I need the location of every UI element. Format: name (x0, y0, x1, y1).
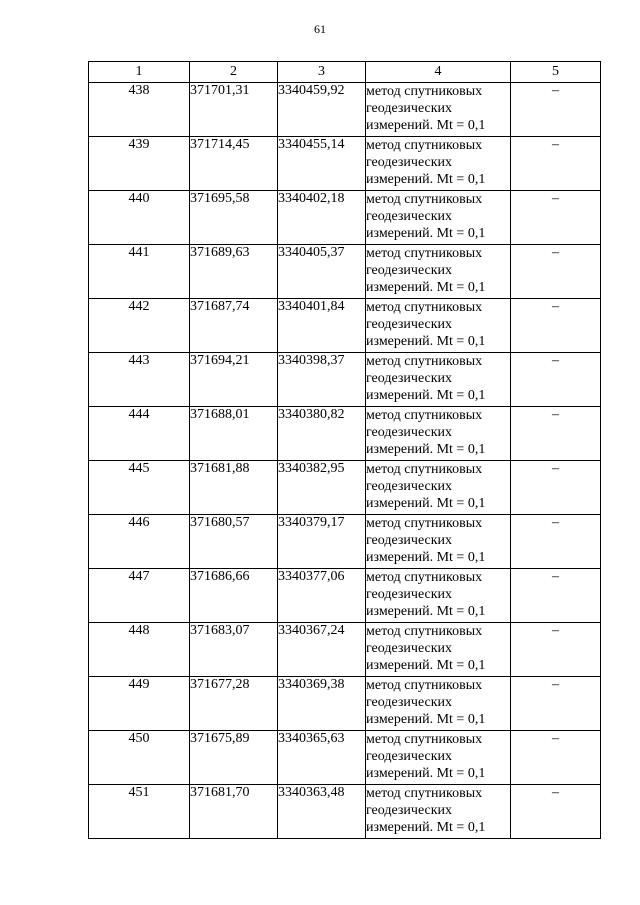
x-coordinate-cell: 371688,01 (190, 407, 278, 461)
x-coordinate-cell: 371686,66 (190, 569, 278, 623)
method-line: измерений. Mt = 0,1 (366, 442, 486, 457)
table-header (89, 62, 601, 83)
method-line: измерений. Mt = 0,1 (366, 388, 486, 403)
x-coordinate-cell: 371687,74 (190, 299, 278, 353)
header-col-5: 5 (511, 62, 601, 83)
y-coordinate-cell: 3340380,82 (278, 407, 366, 461)
method-cell (366, 245, 511, 299)
x-coordinate-cell: 371677,28 (190, 677, 278, 731)
table-row (89, 677, 601, 731)
note-cell: – (511, 245, 601, 299)
method-line: метод спутниковых (366, 84, 483, 99)
method-line: геодезических (366, 101, 453, 116)
method-cell (366, 785, 511, 839)
method-line: геодезических (366, 749, 453, 764)
x-coordinate-cell: 371680,57 (190, 515, 278, 569)
method-line: измерений. Mt = 0,1 (366, 820, 486, 835)
method-line: измерений. Mt = 0,1 (366, 712, 486, 727)
note-cell: – (511, 191, 601, 245)
table-row (89, 407, 601, 461)
point-number-cell: 450 (89, 731, 190, 785)
method-line: геодезических (366, 317, 453, 332)
point-number-cell: 449 (89, 677, 190, 731)
method-cell (366, 677, 511, 731)
method-cell (366, 83, 511, 137)
table-row (89, 569, 601, 623)
y-coordinate-cell: 3340367,24 (278, 623, 366, 677)
method-line: метод спутниковых (366, 354, 483, 369)
y-coordinate-cell: 3340401,84 (278, 299, 366, 353)
method-line: измерений. Mt = 0,1 (366, 226, 486, 241)
method-line: метод спутниковых (366, 462, 483, 477)
x-coordinate-cell: 371701,31 (190, 83, 278, 137)
method-line: метод спутниковых (366, 570, 483, 585)
method-line: геодезических (366, 803, 453, 818)
note-cell: – (511, 407, 601, 461)
note-cell: – (511, 83, 601, 137)
method-cell (366, 515, 511, 569)
header-col-3: 3 (278, 62, 366, 83)
method-cell (366, 461, 511, 515)
point-number-cell: 440 (89, 191, 190, 245)
y-coordinate-cell: 3340369,38 (278, 677, 366, 731)
note-cell: – (511, 461, 601, 515)
method-line: геодезических (366, 155, 453, 170)
x-coordinate-cell: 371675,89 (190, 731, 278, 785)
table-row (89, 299, 601, 353)
header-col-1: 1 (89, 62, 190, 83)
method-line: измерений. Mt = 0,1 (366, 658, 486, 673)
method-cell (366, 191, 511, 245)
note-cell: – (511, 623, 601, 677)
method-line: геодезических (366, 587, 453, 602)
table-row (89, 83, 601, 137)
x-coordinate-cell: 371695,58 (190, 191, 278, 245)
method-line: геодезических (366, 479, 453, 494)
table-row (89, 353, 601, 407)
method-cell (366, 731, 511, 785)
note-cell: – (511, 353, 601, 407)
table-row (89, 731, 601, 785)
point-number-cell: 443 (89, 353, 190, 407)
y-coordinate-cell: 3340402,18 (278, 191, 366, 245)
method-cell (366, 137, 511, 191)
method-cell (366, 407, 511, 461)
method-line: геодезических (366, 641, 453, 656)
y-coordinate-cell: 3340382,95 (278, 461, 366, 515)
y-coordinate-cell: 3340379,17 (278, 515, 366, 569)
header-col-2: 2 (190, 62, 278, 83)
header-col-4: 4 (366, 62, 511, 83)
y-coordinate-cell: 3340459,92 (278, 83, 366, 137)
x-coordinate-cell: 371714,45 (190, 137, 278, 191)
table-row (89, 785, 601, 839)
method-line: геодезических (366, 695, 453, 710)
note-cell: – (511, 515, 601, 569)
table-row (89, 461, 601, 515)
point-number-cell: 446 (89, 515, 190, 569)
point-number-cell: 445 (89, 461, 190, 515)
method-line: метод спутниковых (366, 732, 483, 747)
method-line: метод спутниковых (366, 624, 483, 639)
method-line: измерений. Mt = 0,1 (366, 334, 486, 349)
x-coordinate-cell: 371681,88 (190, 461, 278, 515)
point-number-cell: 441 (89, 245, 190, 299)
point-number-cell: 447 (89, 569, 190, 623)
y-coordinate-cell: 3340365,63 (278, 731, 366, 785)
y-coordinate-cell: 3340377,06 (278, 569, 366, 623)
point-number-cell: 448 (89, 623, 190, 677)
y-coordinate-cell: 3340363,48 (278, 785, 366, 839)
point-number-cell: 451 (89, 785, 190, 839)
table-row (89, 191, 601, 245)
method-line: метод спутниковых (366, 246, 483, 261)
note-cell: – (511, 569, 601, 623)
note-cell: – (511, 731, 601, 785)
method-line: геодезических (366, 209, 453, 224)
table-row (89, 137, 601, 191)
note-cell: – (511, 299, 601, 353)
table-row (89, 515, 601, 569)
method-line: геодезических (366, 533, 453, 548)
method-line: измерений. Mt = 0,1 (366, 118, 486, 133)
method-cell (366, 623, 511, 677)
table-row (89, 245, 601, 299)
x-coordinate-cell: 371694,21 (190, 353, 278, 407)
method-line: метод спутниковых (366, 192, 483, 207)
method-line: геодезических (366, 263, 453, 278)
point-number-cell: 442 (89, 299, 190, 353)
method-cell (366, 569, 511, 623)
page-number: 61 (314, 22, 326, 36)
method-line: измерений. Mt = 0,1 (366, 550, 486, 565)
method-line: метод спутниковых (366, 408, 483, 423)
method-cell (366, 299, 511, 353)
table-body (89, 83, 601, 839)
method-line: измерений. Mt = 0,1 (366, 766, 486, 781)
note-cell: – (511, 137, 601, 191)
coordinates-table (88, 61, 601, 839)
point-number-cell: 438 (89, 83, 190, 137)
method-line: геодезических (366, 371, 453, 386)
note-cell: – (511, 677, 601, 731)
method-line: метод спутниковых (366, 678, 483, 693)
method-line: измерений. Mt = 0,1 (366, 172, 486, 187)
header-row (89, 62, 601, 83)
method-line: измерений. Mt = 0,1 (366, 280, 486, 295)
method-line: метод спутниковых (366, 516, 483, 531)
method-line: измерений. Mt = 0,1 (366, 496, 486, 511)
method-cell (366, 353, 511, 407)
x-coordinate-cell: 371689,63 (190, 245, 278, 299)
method-line: измерений. Mt = 0,1 (366, 604, 486, 619)
y-coordinate-cell: 3340405,37 (278, 245, 366, 299)
x-coordinate-cell: 371683,07 (190, 623, 278, 677)
method-line: геодезических (366, 425, 453, 440)
y-coordinate-cell: 3340398,37 (278, 353, 366, 407)
point-number-cell: 439 (89, 137, 190, 191)
table-row (89, 623, 601, 677)
method-line: метод спутниковых (366, 786, 483, 801)
y-coordinate-cell: 3340455,14 (278, 137, 366, 191)
method-line: метод спутниковых (366, 300, 483, 315)
x-coordinate-cell: 371681,70 (190, 785, 278, 839)
note-cell: – (511, 785, 601, 839)
point-number-cell: 444 (89, 407, 190, 461)
method-line: метод спутниковых (366, 138, 483, 153)
